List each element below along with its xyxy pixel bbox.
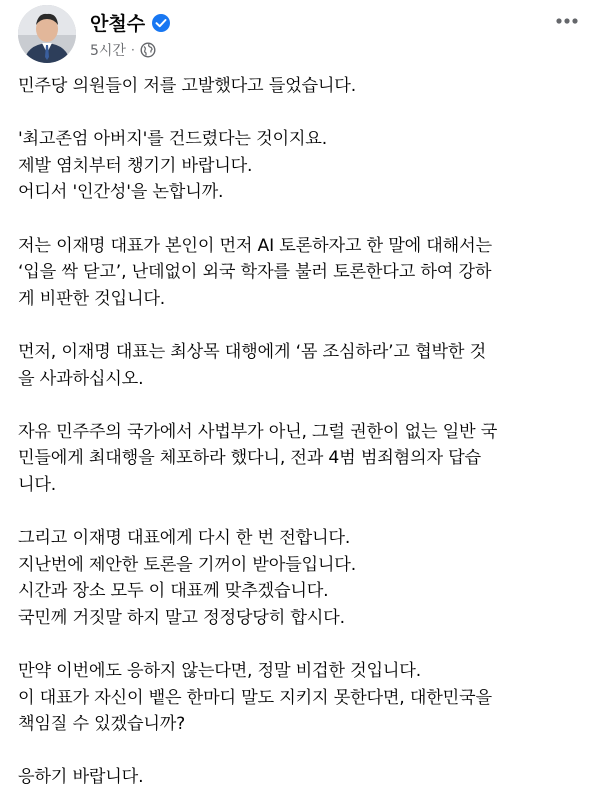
author-row [90,9,171,36]
avatar[interactable] [18,5,76,63]
post-paragraph: 저는 이재명 대표가 본인이 먼저 AI 토론하자고 한 말에 대해서는 ‘입을 싹 닫고’, 난데없이 외국 학자를 불러 토론한다고 하여 강하 게 비판한 것입니다. [18,235,492,309]
profile-photo [18,5,76,63]
post-body [18,73,586,791]
post-paragraph: 먼저, 이재명 대표는 최상목 대행에게 ‘몸 조심하라’고 협박한 것 을 사과하십시오. [18,341,486,389]
post-paragraph: 그리고 이재명 대표에게 다시 한 번 전합니다. 지난번에 제안한 토론을 기꺼이 받아들입니다. 시간과 장소 모두 이 대표께 맞추겠습니다. 국민께 거짓말 하지 말고 정정당당히 합시다. [18,528,356,628]
globe-icon[interactable] [140,42,156,58]
post-paragraph: '최고존엄 아버지'를 건드렸다는 것이지요. 제발 염치부터 챙기기 바랍니다. 어디서 '인간성'을 논합니까. [18,129,327,203]
post-meta [90,40,156,60]
verified-badge-icon [151,13,171,33]
post-paragraph: 민주당 의원들이 저를 고발했다고 들었습니다. [18,76,356,96]
post-paragraph: 자유 민주주의 국가에서 사법부가 아닌, 그럴 권한이 없는 일반 국 민들에게 최대행을 체포하라 했다니, 전과 4범 범죄혐의자 답습 니다. [18,421,498,495]
post-header [18,5,586,65]
more-options-icon[interactable] [552,9,582,33]
separator-dot: · [130,43,135,57]
post-paragraph: 만약 이번에도 응하지 않는다면, 정말 비겁한 것입니다. 이 대표가 자신이 뱉은 한마디 말도 지키지 못한다면, 대한민국을 책임질 수 있겠습니까? [18,661,492,735]
post-paragraph: 응하기 바랍니다. [18,767,144,788]
author-name[interactable]: 안철수 [90,13,146,35]
timestamp[interactable]: 5시간 [90,43,126,59]
